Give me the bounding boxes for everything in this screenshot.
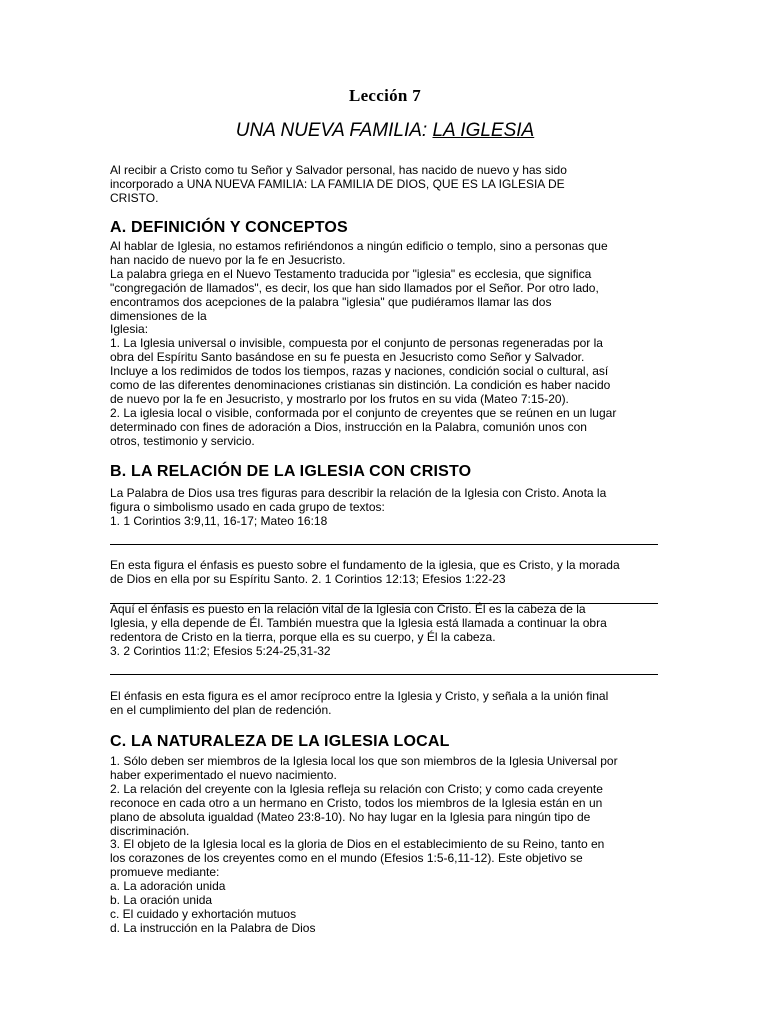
- intro-paragraph: [110, 164, 660, 206]
- text-line: a. La adoración unida: [110, 879, 226, 894]
- text-line: Iglesia:: [110, 322, 149, 337]
- text-line: Al recibir a Cristo como tu Señor y Salvador personal, has nacido de nuevo y has sido: [110, 163, 567, 177]
- text-line: en el cumplimiento del plan de redención.: [110, 702, 332, 717]
- text-line: discriminación.: [110, 823, 190, 838]
- text-line: 1. La Iglesia universal o invisible, compuesta por el conjunto de personas regeneradas por la: [110, 336, 603, 351]
- text-line: La palabra griega en el Nuevo Testamento traducida por "iglesia" es ecclesia, que significa: [110, 266, 592, 281]
- text-line: los corazones de los creyentes como en el mundo (Efesios 1:5-6,11-12). Este objetivo se: [110, 851, 583, 866]
- text-line: de nuevo por la fe en Jesucristo, y mostrarlo por los frutos en su vida (Mateo 7:15-20).: [110, 391, 569, 406]
- text-line: CRISTO.: [110, 190, 159, 205]
- text-line: reconoce en cada otro a un hermano en Cristo, todos los miembros de la Iglesia están en un: [110, 795, 603, 810]
- text-line: han nacido de nuevo por la fe en Jesucristo.: [110, 252, 346, 267]
- text-line: Iglesia, y ella depende de Él. También muestra que la Iglesia está llamada a continuar la obra: [110, 615, 607, 630]
- text-line: b. La oración unida: [110, 893, 213, 908]
- text-line: Al hablar de Iglesia, no estamos refiriéndonos a ningún edificio o templo, sino a personas que: [110, 239, 608, 253]
- main-title-part2: LA IGLESIA: [432, 120, 535, 141]
- text-line: como de las diferentes denominaciones cristianas sin distinción. La condición es haber nacido: [110, 378, 611, 393]
- text-line: d. La instrucción en la Palabra de Dios: [110, 920, 316, 935]
- text-line: Aquí el énfasis es puesto en la relación vital de la Iglesia con Cristo. Él es la cabeza de la: [110, 602, 586, 616]
- text-line: c. El cuidado y exhortación mutuos: [110, 906, 297, 921]
- text-line: redentora de Cristo en la tierra, porque ella es su cuerpo, y Él la cabeza.: [110, 629, 496, 644]
- text-line: encontramos dos acepciones de la palabra "iglesia" que pudiéramos llamar las dos: [110, 294, 552, 309]
- text-line: 1. 1 Corintios 3:9,11, 16-17; Mateo 16:18: [110, 513, 328, 528]
- answer-line-3: [110, 674, 658, 675]
- main-title: [110, 120, 660, 142]
- text-line: determinado con fines de adoración a Dios, instrucción en la Palabra, comunión unos con: [110, 419, 587, 434]
- text-line: "congregación de llamados", es decir, los que han sido llamados por el Señor. Por otro lado,: [110, 280, 599, 295]
- text-line: 2. La iglesia local o visible, conformada por el conjunto de creyentes que se reúnen en un lugar: [110, 405, 617, 420]
- text-line: dimensiones de la: [110, 308, 207, 323]
- text-line: obra del Espíritu Santo basándose en su fe puesta en Jesucristo como Señor y Salvador.: [110, 350, 585, 365]
- text-line: incorporado a UNA NUEVA FAMILIA: LA FAMILIA DE DIOS, QUE ES LA IGLESIA DE: [110, 176, 565, 191]
- text-line: haber experimentado el nuevo nacimiento.: [110, 767, 337, 782]
- section-c-body: [110, 755, 660, 936]
- text-line: En esta figura el énfasis es puesto sobre el fundamento de la iglesia, que es Cristo, y la morada: [110, 558, 620, 572]
- section-a-body: [110, 240, 660, 449]
- text-line: de Dios en ella por su Espíritu Santo. 2. 1 Corintios 12:13; Efesios 1:22-23: [110, 571, 506, 586]
- section-a-heading: A. DEFINICIÓN Y CONCEPTOS: [110, 219, 348, 236]
- section-b-intro: [110, 487, 660, 529]
- text-line: 3. 2 Corintios 11:2; Efesios 5:24-25,31-32: [110, 643, 331, 658]
- answer-2: [110, 603, 660, 659]
- text-line: otros, testimonio y servicio.: [110, 433, 255, 448]
- text-line: promueve mediante:: [110, 865, 220, 880]
- text-line: 3. El objeto de la Iglesia local es la gloria de Dios en el establecimiento de su Reino, tanto en: [110, 837, 605, 852]
- text-line: Incluye a los redimidos de todos los tiempos, razas y naciones, condición social o cultural, así: [110, 364, 609, 379]
- text-line: plano de absoluta igualdad (Mateo 23:8-10). No hay lugar en la Iglesia para ningún tipo de: [110, 809, 591, 824]
- text-line: La Palabra de Dios usa tres figuras para describir la relación de la Iglesia con Cristo. Anota la: [110, 486, 607, 500]
- section-c-heading: C. LA NATURALEZA DE LA IGLESIA LOCAL: [110, 733, 450, 750]
- section-b-heading: B. LA RELACIÓN DE LA IGLESIA CON CRISTO: [110, 463, 472, 480]
- answer-1: [110, 559, 660, 587]
- text-line: figura o simbolismo usado en cada grupo de textos:: [110, 499, 385, 514]
- answer-3: [110, 690, 660, 718]
- text-line: 2. La relación del creyente con la Iglesia refleja su relación con Cristo; y como cada creyente: [110, 781, 603, 796]
- main-title-part1: UNA NUEVA FAMILIA:: [235, 120, 433, 141]
- lesson-title: Lección 7: [348, 86, 422, 105]
- text-line: El énfasis en esta figura es el amor recíproco entre la Iglesia y Cristo, y señala a la unión final: [110, 689, 609, 703]
- answer-line-1: [110, 544, 658, 545]
- text-line: 1. Sólo deben ser miembros de la Iglesia local los que son miembros de la Iglesia Universal por: [110, 754, 618, 768]
